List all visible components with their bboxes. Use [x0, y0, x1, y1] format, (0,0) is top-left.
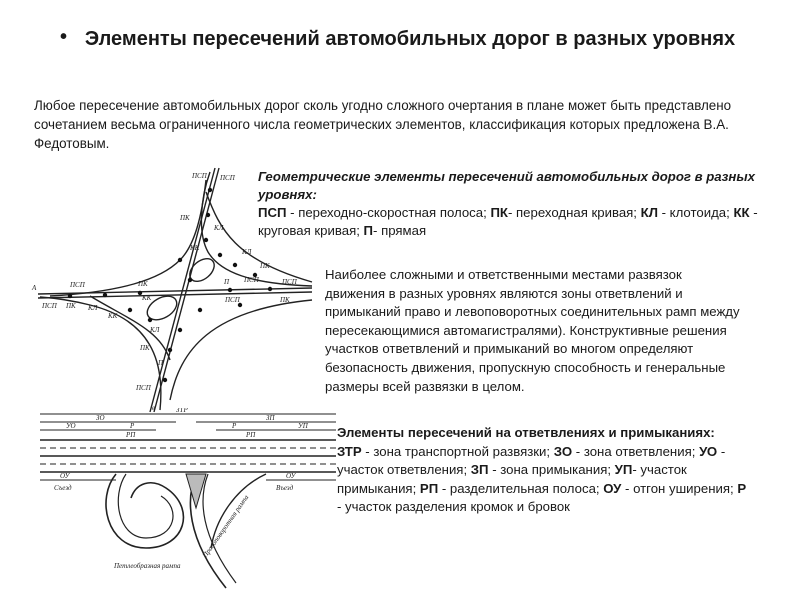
label-psp-8: ПСП — [225, 296, 240, 304]
label-exit: Съезд — [54, 484, 72, 492]
legend2-abbr-6: ОУ — [603, 480, 622, 496]
label-kl-1: КЛ — [88, 304, 98, 312]
label-rp-2: РП — [246, 431, 256, 439]
label-pk-4: ПК — [180, 214, 190, 222]
label-kl-3: КЛ — [214, 224, 224, 232]
legend1-heading: Геометрические элементы пересечений автомобильных дорог в разных уровнях: — [258, 169, 755, 202]
label-zp: ЗП — [266, 414, 275, 422]
label-entry: Въезд — [276, 484, 294, 492]
label-uo: УО — [66, 422, 76, 430]
label-p-2: П — [224, 278, 230, 286]
label-psp-5: ПСП — [192, 172, 207, 180]
slide-title: Элементы пересечений автомобильных дорог в разных уровнях — [84, 28, 736, 50]
legend2-text-0: - зона транспортной развязки; — [361, 443, 554, 459]
legend2-text-1: - зона ответвления; — [572, 443, 700, 459]
label-a: А — [32, 284, 37, 292]
label-psp-2: ПСП — [42, 302, 57, 310]
legend2-text-6: - отгон уширения; — [621, 480, 738, 496]
label-r-2: Р — [232, 422, 237, 430]
legend1-text-4: - прямая — [373, 223, 427, 238]
label-b: в — [152, 404, 156, 412]
label-p-1: П — [158, 359, 164, 367]
interchange-paragraph: Наиболее сложными и ответственными местами развязок движения в разных уровнях являются зоны ответвлений и примыканий право и левоповоротных соединительных рамп между пересекающимися автомагистралями). Конструктивные решения участков ответвлений и примыканий во многом определяют безопасность движения, пропускную способность и генеральные размеры всей развязки в целом. — [325, 267, 740, 394]
label-kk-2: КК — [142, 294, 152, 302]
legend1-abbr-1: ПК — [490, 205, 508, 220]
legend2-abbr-3: ЗП — [470, 462, 489, 478]
legend1-abbr-4: П — [363, 223, 374, 238]
label-ztr: ЗТР — [176, 408, 188, 414]
legend2-abbr-2: УО — [699, 443, 718, 459]
legend2-items — [337, 443, 747, 517]
label-pk-2: ПК — [138, 280, 148, 288]
legend2-abbr-4: УП — [614, 462, 633, 478]
label-ou-2: ОУ — [286, 472, 296, 480]
legend1-text-2: - клотоида; — [657, 205, 734, 220]
label-psp-3: ПСП — [136, 384, 151, 392]
title-bullet: • — [60, 26, 68, 48]
geometric-elements-legend — [258, 168, 758, 240]
label-kl-2: КЛ — [150, 326, 160, 334]
label-rp-1: РП — [126, 431, 136, 439]
label-psp-6: ПСП — [244, 276, 259, 284]
legend1-items — [258, 204, 758, 240]
label-kk-1: КК — [108, 312, 118, 320]
label-psp-7: ПСП — [282, 278, 297, 286]
label-up: УП — [298, 422, 308, 430]
legend1-text-1: - переходная кривая; — [507, 205, 641, 220]
legend1-text-3: - круговая кривая; — [258, 205, 758, 238]
legend1-abbr-3: КК — [733, 205, 750, 220]
label-pk-6: ПК — [280, 296, 290, 304]
label-kk-3: КК — [190, 244, 200, 252]
legend2-abbr-1: ЗО — [553, 443, 573, 459]
legend2-text-7: - участок разделения кромок и бровок — [337, 499, 570, 515]
legend2-text-2: - участок ответвления; — [337, 443, 726, 478]
legend2-heading: Элементы пересечений на ответвлениях и примыканиях: — [337, 425, 715, 440]
label-right-ramp: Правоповоротная рампа — [201, 493, 251, 560]
label-pk-3: ПК — [140, 344, 150, 352]
label-kl-4: КЛ — [242, 248, 252, 256]
label-pk-5: ПК — [260, 262, 270, 270]
label-zo: ЗО — [96, 414, 105, 422]
label-loop-ramp: Петлеобразная рампа — [114, 562, 181, 570]
label-ou-1: ОУ — [60, 472, 70, 480]
intro-text: Любое пересечение автомобильных дорог сколь угодно сложного очертания в плане может быть представлено сочетанием весьма ограниченного числа геометрических элементов, классификация которых предложена В.А. Федотовым. — [34, 98, 732, 151]
legend2-text-5: - разделительная полоса; — [438, 480, 604, 496]
label-pk-1: ПК — [66, 302, 76, 310]
legend1-abbr-2: КЛ — [640, 205, 658, 220]
branch-merge-diagram — [36, 408, 341, 598]
label-psp-4: ПСП — [220, 174, 235, 182]
label-psp-1: ПСП — [70, 281, 85, 289]
branch-elements-legend — [337, 424, 747, 517]
legend1-text-0: - переходно-скоростная полоса; — [286, 205, 491, 220]
legend2-text-4: - участок примыкания; — [337, 462, 687, 496]
legend2-abbr-0: ЗТР — [337, 443, 362, 459]
label-r-1: Р — [130, 422, 135, 430]
legend1-abbr-0: ПСП — [258, 205, 287, 220]
legend2-abbr-5: РП — [419, 480, 439, 496]
legend2-abbr-7: Р — [737, 480, 747, 496]
legend2-text-3: - зона примыкания; — [488, 462, 615, 478]
